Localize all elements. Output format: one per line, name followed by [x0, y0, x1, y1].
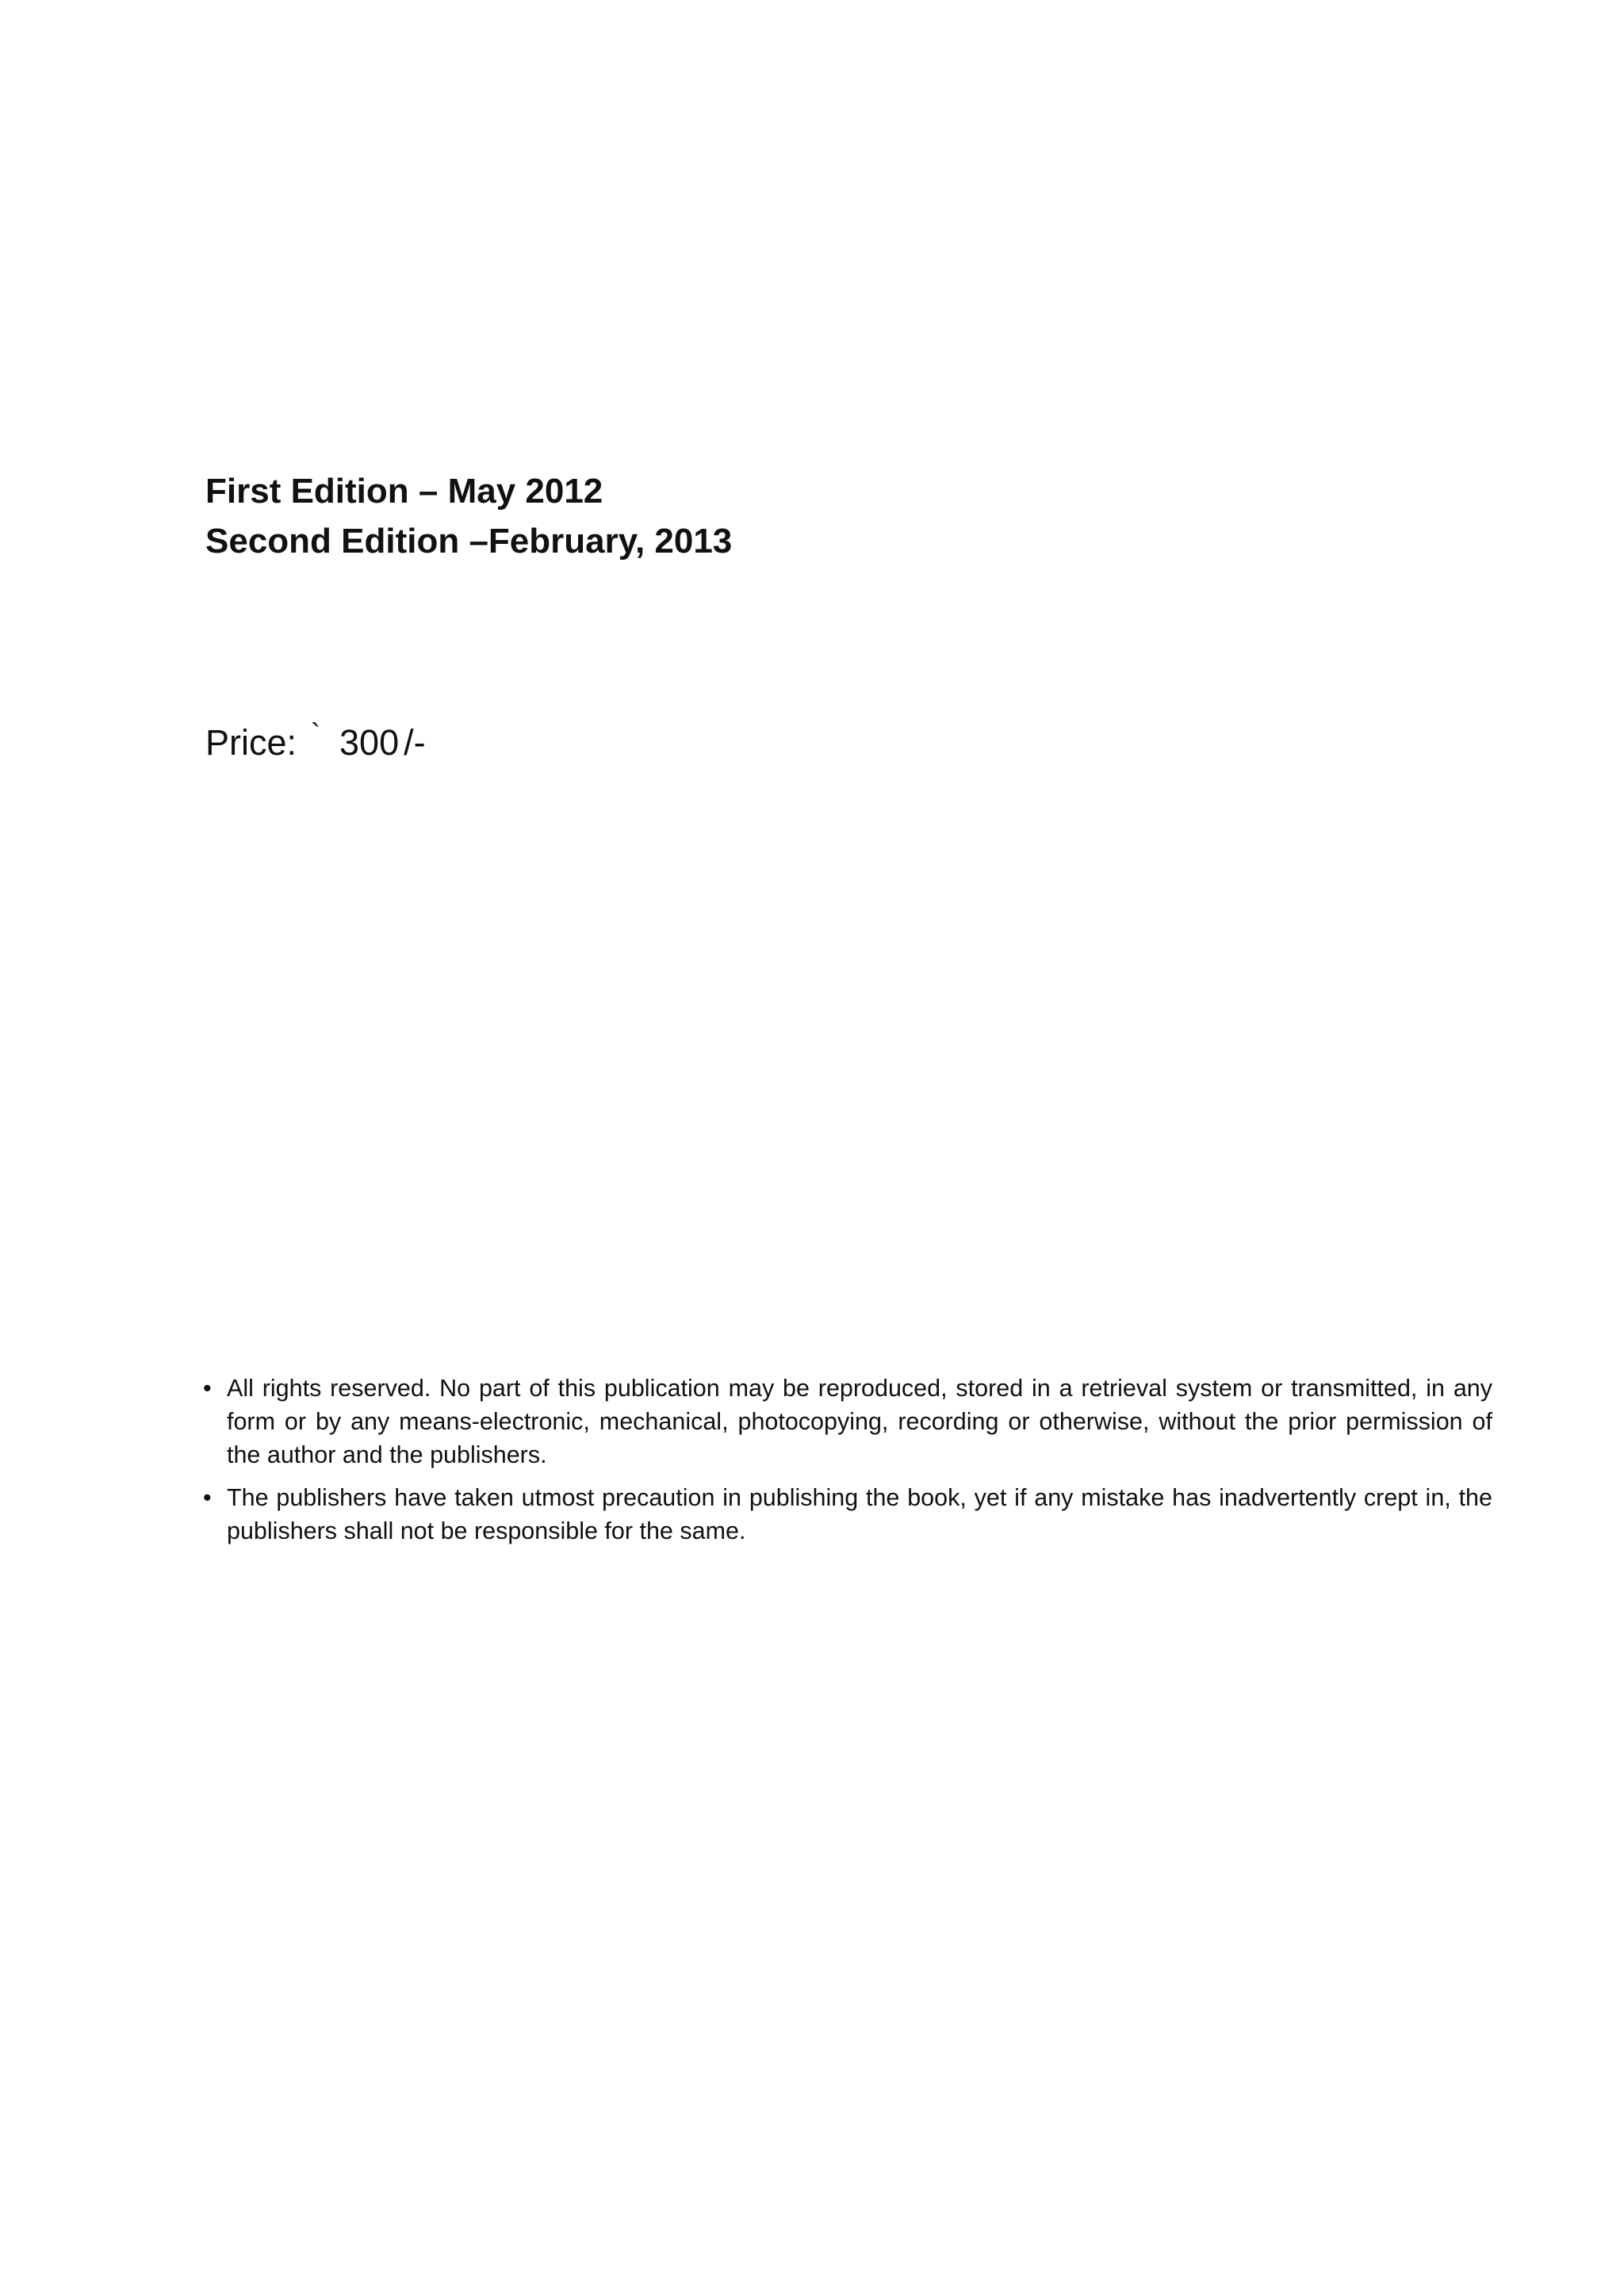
notice-text: All rights reserved. No part of this publication may be reproduced, stored in a retrieval system or transmitted, in any form or by any means-electronic, mechanical, photocopying, recording or otherwise, without the prior permission of the author and the publishers.: [227, 1375, 1492, 1468]
price-label: Price:: [205, 722, 297, 763]
second-edition-line: Second Edition –February, 2013: [205, 522, 733, 561]
currency-symbol: `: [311, 718, 321, 750]
rights-reserved-notice: [203, 1372, 1492, 1471]
edition-history: [205, 466, 732, 566]
notice-text: The publishers have taken utmost precaution in publishing the book, yet if any mistake has inadvertently crept in, the publishers shall not be responsible for the same.: [227, 1484, 1492, 1544]
liability-disclaimer-notice: [203, 1481, 1492, 1548]
bullet-icon: •: [203, 1375, 212, 1402]
copyright-notices: [203, 1372, 1492, 1557]
bullet-icon: •: [203, 1484, 212, 1511]
price-line: [205, 710, 426, 767]
first-edition-line: First Edition – May 2012: [205, 472, 603, 511]
price-suffix: /-: [404, 722, 426, 763]
price-amount: 300: [339, 722, 400, 763]
